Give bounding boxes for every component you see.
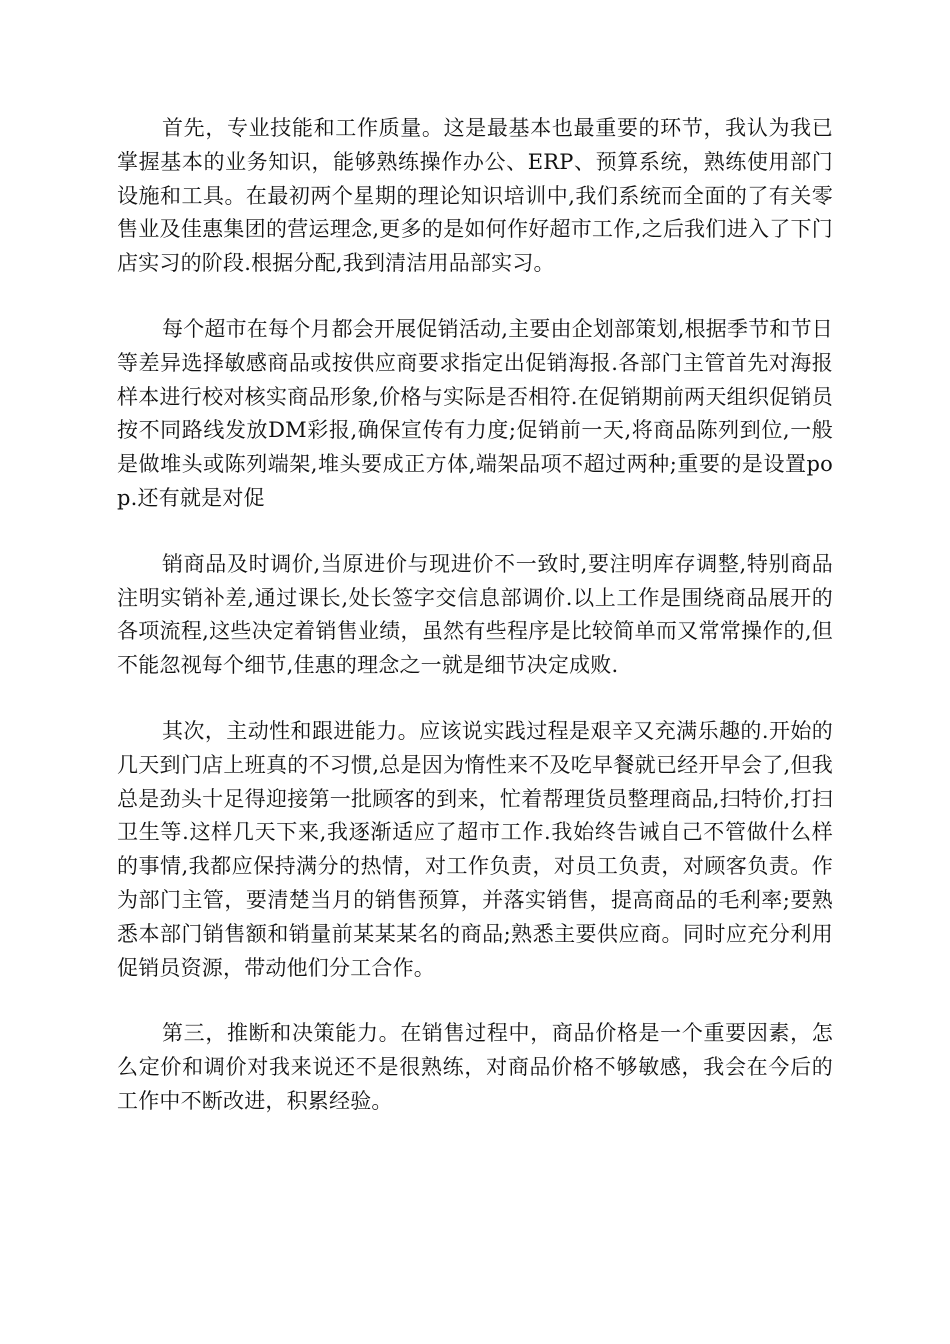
document-body: [117, 112, 833, 1151]
paragraph-professional-skills: 首先，专业技能和工作质量。这是最基本也最重要的环节，我认为我已掌握基本的业务知识，能够熟练操作办公、ERP、预算系统，熟练使用部门设施和工具。在最初两个星期的理论知识培训中,我们系统而全面的了有关零售业及佳惠集团的营运理念,更多的是如何作好超市工作,之后我们进入了下门店实习的阶段.根据分配,我到清洁用品部实习。: [117, 116, 833, 276]
paragraph-price-adjustment: 销商品及时调价,当原进价与现进价不一致时,要注明库存调整,特别商品注明实销补差,通过课长,处长签字交信息部调价.以上工作是围绕商品展开的各项流程,这些决定着销售业绩，虽然有些程序是比较简单而又常常操作的,但不能忽视每个细节,佳惠的理念之一就是细节决定成败.: [117, 551, 833, 678]
paragraph-initiative: 其次，主动性和跟进能力。应该说实践过程是艰辛又充满乐趣的.开始的几天到门店上班真的不习惯,总是因为惰性来不及吃早餐就已经开早会了,但我总是劲头十足得迎接第一批顾客的到来，忙着帮理货员整理商品,扫特价,打扫卫生等.这样几天下来,我逐渐适应了超市工作.我始终告诫自己不管做什么样的事情,我都应保持满分的热情，对工作负责，对员工负责，对顾客负责。作为部门主管，要清楚当月的销售预算，并落实销售，提高商品的毛利率;要熟悉本部门销售额和销量前某某某名的商品;熟悉主要供应商。同时应充分利用促销员资源，带动他们分工合作。: [117, 718, 833, 980]
paragraph-promotion-activities: 每个超市在每个月都会开展促销活动,主要由企划部策划,根据季节和节日等差异选择敏感商品或按供应商要求指定出促销海报.各部门主管首先对海报样本进行校对核实商品形象,价格与实际是否相符.在促销期前两天组织促销员按不同路线发放DM彩报,确保宣传有力度;促销前一天,将商品陈列到位,一般是做堆头或陈列端架,堆头要成正方体,端架品项不超过两种;重要的是设置pop.还有就是对促: [117, 316, 833, 510]
paragraph-decision-making: 第三，推断和决策能力。在销售过程中，商品价格是一个重要因素，怎么定价和调价对我来说还不是很熟练，对商品价格不够敏感，我会在今后的工作中不断改进，积累经验。: [117, 1021, 833, 1113]
